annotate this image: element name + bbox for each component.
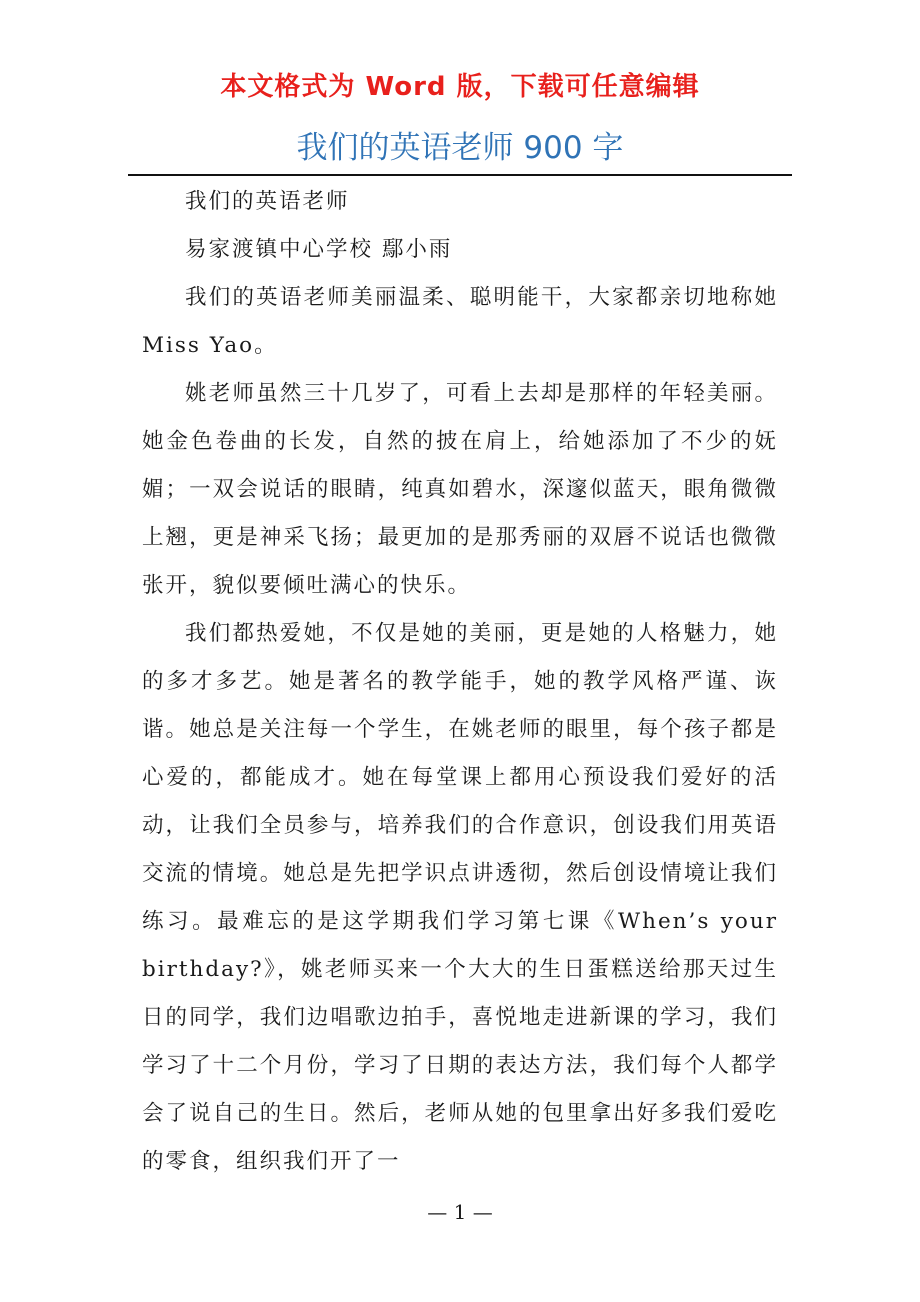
title-divider [128,174,792,176]
page-number: — 1 — [427,1200,493,1224]
editable-notice-banner: 本文格式为 Word 版，下载可任意编辑 [220,72,700,102]
essay-heading: 我们的英语老师 [185,189,350,214]
document-title: 我们的英语老师 900 字 [296,130,624,166]
paragraph: 我们的英语老师美丽温柔、聪明能干，大家都亲切地称她 Miss Yao。 [142,285,778,358]
author-line: 易家渡镇中心学校 鄢小雨 [185,237,453,262]
paragraph: 我们都热爱她，不仅是她的美丽，更是她的人格魅力，她的多才多艺。她是著名的教学能手，她的教学风格严谨、诙谐。她总是关注每一个学生，在姚老师的眼里，每个孩子都是心爱的，都能成才。她在每堂课上都用心预设我们爱好的活动，让我们全员参与，培养我们的合作意识，创设我们用英语交流的情境。她总是先把学识点讲透彻，然后创设情境让我们练习。最难忘的是这学期我们学习第七课《When’s your birthday?》，姚老师买来一个大大的生日蛋糕送给那天过生日的同学，我们边唱歌边拍手，喜悦地走进新课的学习，我们学习了十二个月份，学习了日期的表达方法，我们每个人都学会了说自己的生日。然后，老师从她的包里拿出好多我们爱吃的零食，组织我们开了一 [142,621,778,1174]
document-body [142,178,778,1186]
paragraph: 姚老师虽然三十几岁了，可看上去却是那样的年轻美丽。她金色卷曲的长发，自然的披在肩上，给她添加了不少的妩媚；一双会说话的眼睛，纯真如碧水，深邃似蓝天，眼角微微上翘，更是神采飞扬；最更加的是那秀丽的双唇不说话也微微张开，貌似要倾吐满心的快乐。 [142,381,778,598]
